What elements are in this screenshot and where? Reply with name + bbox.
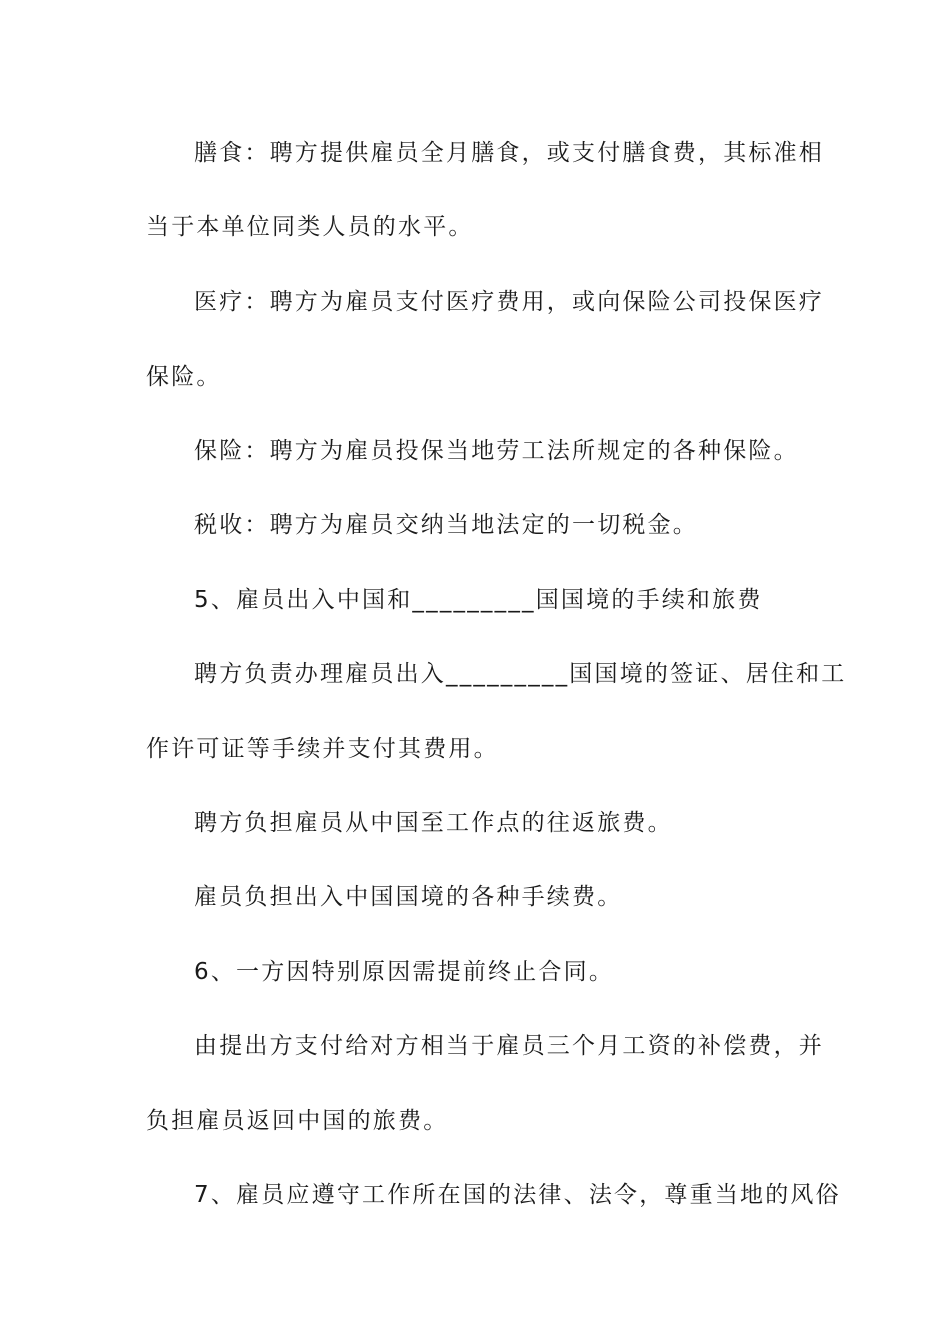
text-line: 膳食：聘方提供雇员全月膳食，或支付膳食费，其标准相	[194, 140, 824, 166]
text-line: 聘方负责办理雇员出入_________国国境的签证、居住和工	[194, 661, 847, 687]
text-line: 负担雇员返回中国的旅费。	[146, 1108, 449, 1134]
text-line: 雇员负担出入中国国境的各种手续费。	[194, 884, 623, 910]
text-line: 由提出方支付给对方相当于雇员三个月工资的补偿费，并	[194, 1033, 824, 1059]
text-line: 医疗：聘方为雇员支付医疗费用，或向保险公司投保医疗	[194, 289, 824, 315]
text-line: 聘方负担雇员从中国至工作点的往返旅费。	[194, 810, 673, 836]
text-line: 保险：聘方为雇员投保当地劳工法所规定的各种保险。	[194, 438, 799, 464]
text-line: 当于本单位同类人员的水平。	[146, 214, 474, 240]
text-line: 税收：聘方为雇员交纳当地法定的一切税金。	[194, 512, 698, 538]
text-line: 6、一方因特别原因需提前终止合同。	[194, 959, 615, 985]
text-line: 5、雇员出入中国和_________国国境的手续和旅费	[194, 587, 763, 613]
text-line: 作许可证等手续并支付其费用。	[146, 736, 499, 762]
text-line: 保险。	[146, 364, 222, 390]
text-line: 7、雇员应遵守工作所在国的法律、法令，尊重当地的风俗	[194, 1182, 841, 1208]
